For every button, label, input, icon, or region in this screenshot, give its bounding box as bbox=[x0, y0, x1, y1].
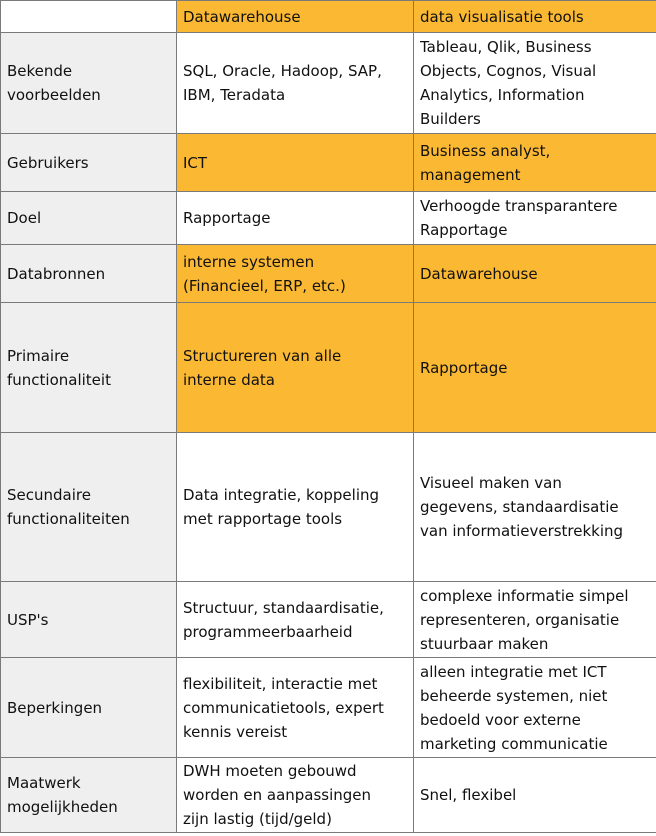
header-corner-cell bbox=[1, 1, 177, 33]
visualisatie-cell: Datawarehouse bbox=[414, 245, 656, 303]
row-label: USP's bbox=[1, 582, 177, 658]
row-label: Doel bbox=[1, 192, 177, 245]
visualisatie-cell: alleen integratie met ICT beheerde systemen, niet bedoeld voor externe marketing communicatie bbox=[414, 658, 656, 758]
datawarehouse-cell: interne systemen (Financieel, ERP, etc.) bbox=[177, 245, 414, 303]
visualisatie-cell: Rapportage bbox=[414, 303, 656, 433]
visualisatie-cell: Visueel maken van gegevens, standaardisatie van informatieverstrekking bbox=[414, 433, 656, 582]
header-datawarehouse: Datawarehouse bbox=[177, 1, 414, 33]
row-label: Databronnen bbox=[1, 245, 177, 303]
table-row bbox=[1, 33, 656, 134]
table-row bbox=[1, 192, 656, 245]
table-row bbox=[1, 303, 656, 433]
table-row bbox=[1, 433, 656, 582]
table-row bbox=[1, 245, 656, 303]
header-row bbox=[1, 1, 656, 33]
row-label: Bekende voorbeelden bbox=[1, 33, 177, 134]
visualisatie-cell: Business analyst, management bbox=[414, 134, 656, 192]
table-row bbox=[1, 758, 656, 833]
datawarehouse-cell: DWH moeten gebouwd worden en aanpassingen zijn lastig (tijd/geld) bbox=[177, 758, 414, 833]
visualisatie-cell: complexe informatie simpel representeren, organisatie stuurbaar maken bbox=[414, 582, 656, 658]
datawarehouse-cell: flexibiliteit, interactie met communicatietools, expert kennis vereist bbox=[177, 658, 414, 758]
row-label: Secundaire functionaliteiten bbox=[1, 433, 177, 582]
datawarehouse-cell: Structureren van alle interne data bbox=[177, 303, 414, 433]
header-data-visualisatie-tools: data visualisatie tools bbox=[414, 1, 656, 33]
row-label: Gebruikers bbox=[1, 134, 177, 192]
datawarehouse-cell: Data integratie, koppeling met rapportage tools bbox=[177, 433, 414, 582]
visualisatie-cell: Verhoogde transparantere Rapportage bbox=[414, 192, 656, 245]
datawarehouse-cell: SQL, Oracle, Hadoop, SAP, IBM, Teradata bbox=[177, 33, 414, 134]
visualisatie-cell: Tableau, Qlik, Business Objects, Cognos, Visual Analytics, Information Builders bbox=[414, 33, 656, 134]
table-row bbox=[1, 582, 656, 658]
table-row bbox=[1, 658, 656, 758]
datawarehouse-cell: ICT bbox=[177, 134, 414, 192]
row-label: Maatwerk mogelijkheden bbox=[1, 758, 177, 833]
visualisatie-cell: Snel, flexibel bbox=[414, 758, 656, 833]
datawarehouse-cell: Rapportage bbox=[177, 192, 414, 245]
datawarehouse-cell: Structuur, standaardisatie, programmeerbaarheid bbox=[177, 582, 414, 658]
table-row bbox=[1, 134, 656, 192]
row-label: Beperkingen bbox=[1, 658, 177, 758]
row-label: Primaire functionaliteit bbox=[1, 303, 177, 433]
